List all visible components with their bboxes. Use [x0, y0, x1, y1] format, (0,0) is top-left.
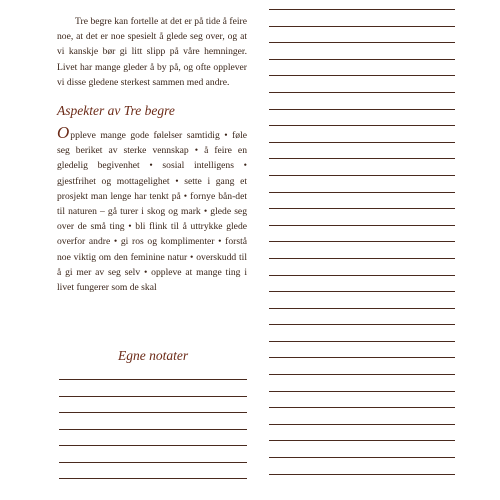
note-line[interactable] — [269, 357, 455, 358]
note-line[interactable] — [269, 391, 455, 392]
note-line[interactable] — [59, 462, 247, 463]
note-line[interactable] — [269, 208, 455, 209]
note-line[interactable] — [269, 125, 455, 126]
note-line[interactable] — [269, 374, 455, 375]
note-line[interactable] — [59, 396, 247, 397]
left-column — [57, 14, 247, 295]
note-line[interactable] — [59, 412, 247, 413]
note-line[interactable] — [269, 407, 455, 408]
note-line[interactable] — [269, 42, 455, 43]
intro-paragraph: Tre begre kan fortelle at det er på tide å feire noe, at det er noe spesielt å glede seg over, og at vi kanskje bør gi litt slipp på våre hemninger. Livet har mange gleder å by på, og ofte opplever vi disse gledene sterkest sammen med andre. — [57, 16, 247, 88]
drop-cap: O — [57, 123, 70, 143]
note-line[interactable] — [269, 474, 455, 475]
note-line[interactable] — [269, 440, 455, 441]
note-line[interactable] — [269, 26, 455, 27]
note-line[interactable] — [269, 258, 455, 259]
note-line[interactable] — [59, 429, 247, 430]
note-line[interactable] — [269, 158, 455, 159]
aspects-heading: Aspekter av Tre begre — [57, 103, 175, 119]
note-line[interactable] — [269, 192, 455, 193]
right-note-lines — [269, 9, 455, 490]
aspects-paragraph — [57, 123, 247, 295]
note-line[interactable] — [269, 341, 455, 342]
notes-heading: Egne notater — [118, 348, 189, 363]
note-line[interactable] — [59, 379, 247, 380]
note-line[interactable] — [59, 445, 247, 446]
note-line[interactable] — [269, 175, 455, 176]
note-line[interactable] — [269, 291, 455, 292]
note-line[interactable] — [269, 9, 455, 10]
aspects-body: ppleve mange gode følelser samtidig • føle seg beriket av sterke vennskap • å feire en gledelig begivenhet • sosial intelligens • gjestfrihet og mottagelighet • sette i gang et prosjekt man lenge har tenkt på • fornye bån-det til naturen – gå turer i skog og mark • glede seg over de små ting • bli flink til å uttrykke glede overfor andre • gi ros og komplimenter • forstå noe viktig om den feminine natur • overskudd til å gi mer av seg selv • oppleve at mange ting i livet fungerer som de skal — [57, 130, 247, 294]
note-line[interactable] — [269, 275, 455, 276]
note-line[interactable] — [269, 75, 455, 76]
note-line[interactable] — [269, 225, 455, 226]
note-line[interactable] — [59, 478, 247, 479]
left-note-lines — [59, 379, 247, 495]
note-line[interactable] — [269, 324, 455, 325]
note-line[interactable] — [269, 424, 455, 425]
note-line[interactable] — [269, 308, 455, 309]
note-line[interactable] — [269, 457, 455, 458]
note-line[interactable] — [269, 109, 455, 110]
note-line[interactable] — [269, 241, 455, 242]
note-line[interactable] — [269, 142, 455, 143]
note-line[interactable] — [269, 59, 455, 60]
note-line[interactable] — [269, 92, 455, 93]
